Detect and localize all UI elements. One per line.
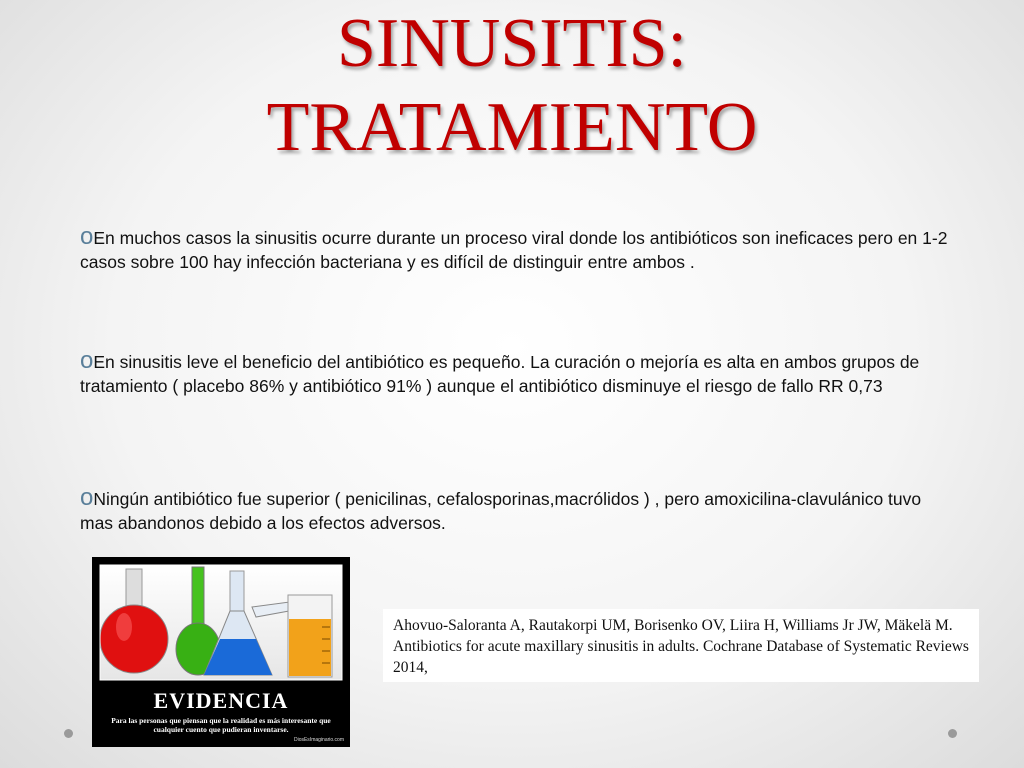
decorative-dot-right [948, 729, 957, 738]
bullet-item-2 [80, 347, 950, 398]
bullet-marker-icon: o [80, 484, 94, 511]
bullet-item-1 [80, 223, 950, 274]
bullet-text-2: En sinusitis leve el beneficio del antibiótico es pequeño. La curación o mejoría es alta en ambos grupos de tratamiento ( placebo 86% y antibiótico 91% ) aunque el antibiótico disminuye el riesgo de fallo RR 0,73 [80, 352, 920, 396]
poster-caption: Para las personas que piensan que la realidad es más interesante que cualquier cuento que pudieran inventarse. [111, 716, 331, 734]
slide-title-line-1: SINUSITIS: [336, 5, 688, 82]
reference-citation: Ahovuo-Saloranta A, Rautakorpi UM, Borisenko OV, Liira H, Williams Jr JW, Mäkelä M. Antibiotics for acute maxillary sinusitis in adults. Cochrane Database of Systematic Reviews 2014, [383, 609, 979, 682]
bullet-text-3: Ningún antibiótico fue superior ( penicilinas, cefalosporinas,macrólidos ) , pero amoxicilina-clavulánico tuvo mas abandonos debido a los efectos adversos. [80, 489, 922, 533]
poster-credit: DiosEsImaginario.com [293, 737, 344, 743]
bullet-text-1: En muchos casos la sinusitis ocurre durante un proceso viral donde los antibióticos son ineficaces pero en 1-2 casos sobre 100 hay infección bacteriana y es difícil de distinguir entre ambos . [80, 228, 948, 272]
decorative-dot-left [64, 729, 73, 738]
bullet-marker-icon: o [80, 223, 94, 250]
evidence-poster-image [92, 557, 350, 747]
slide-title-line-2: TRATAMIENTO [266, 89, 758, 166]
bullet-marker-icon: o [80, 347, 94, 374]
bullet-item-3 [80, 484, 950, 535]
poster-title: EVIDENCIA [153, 688, 289, 713]
